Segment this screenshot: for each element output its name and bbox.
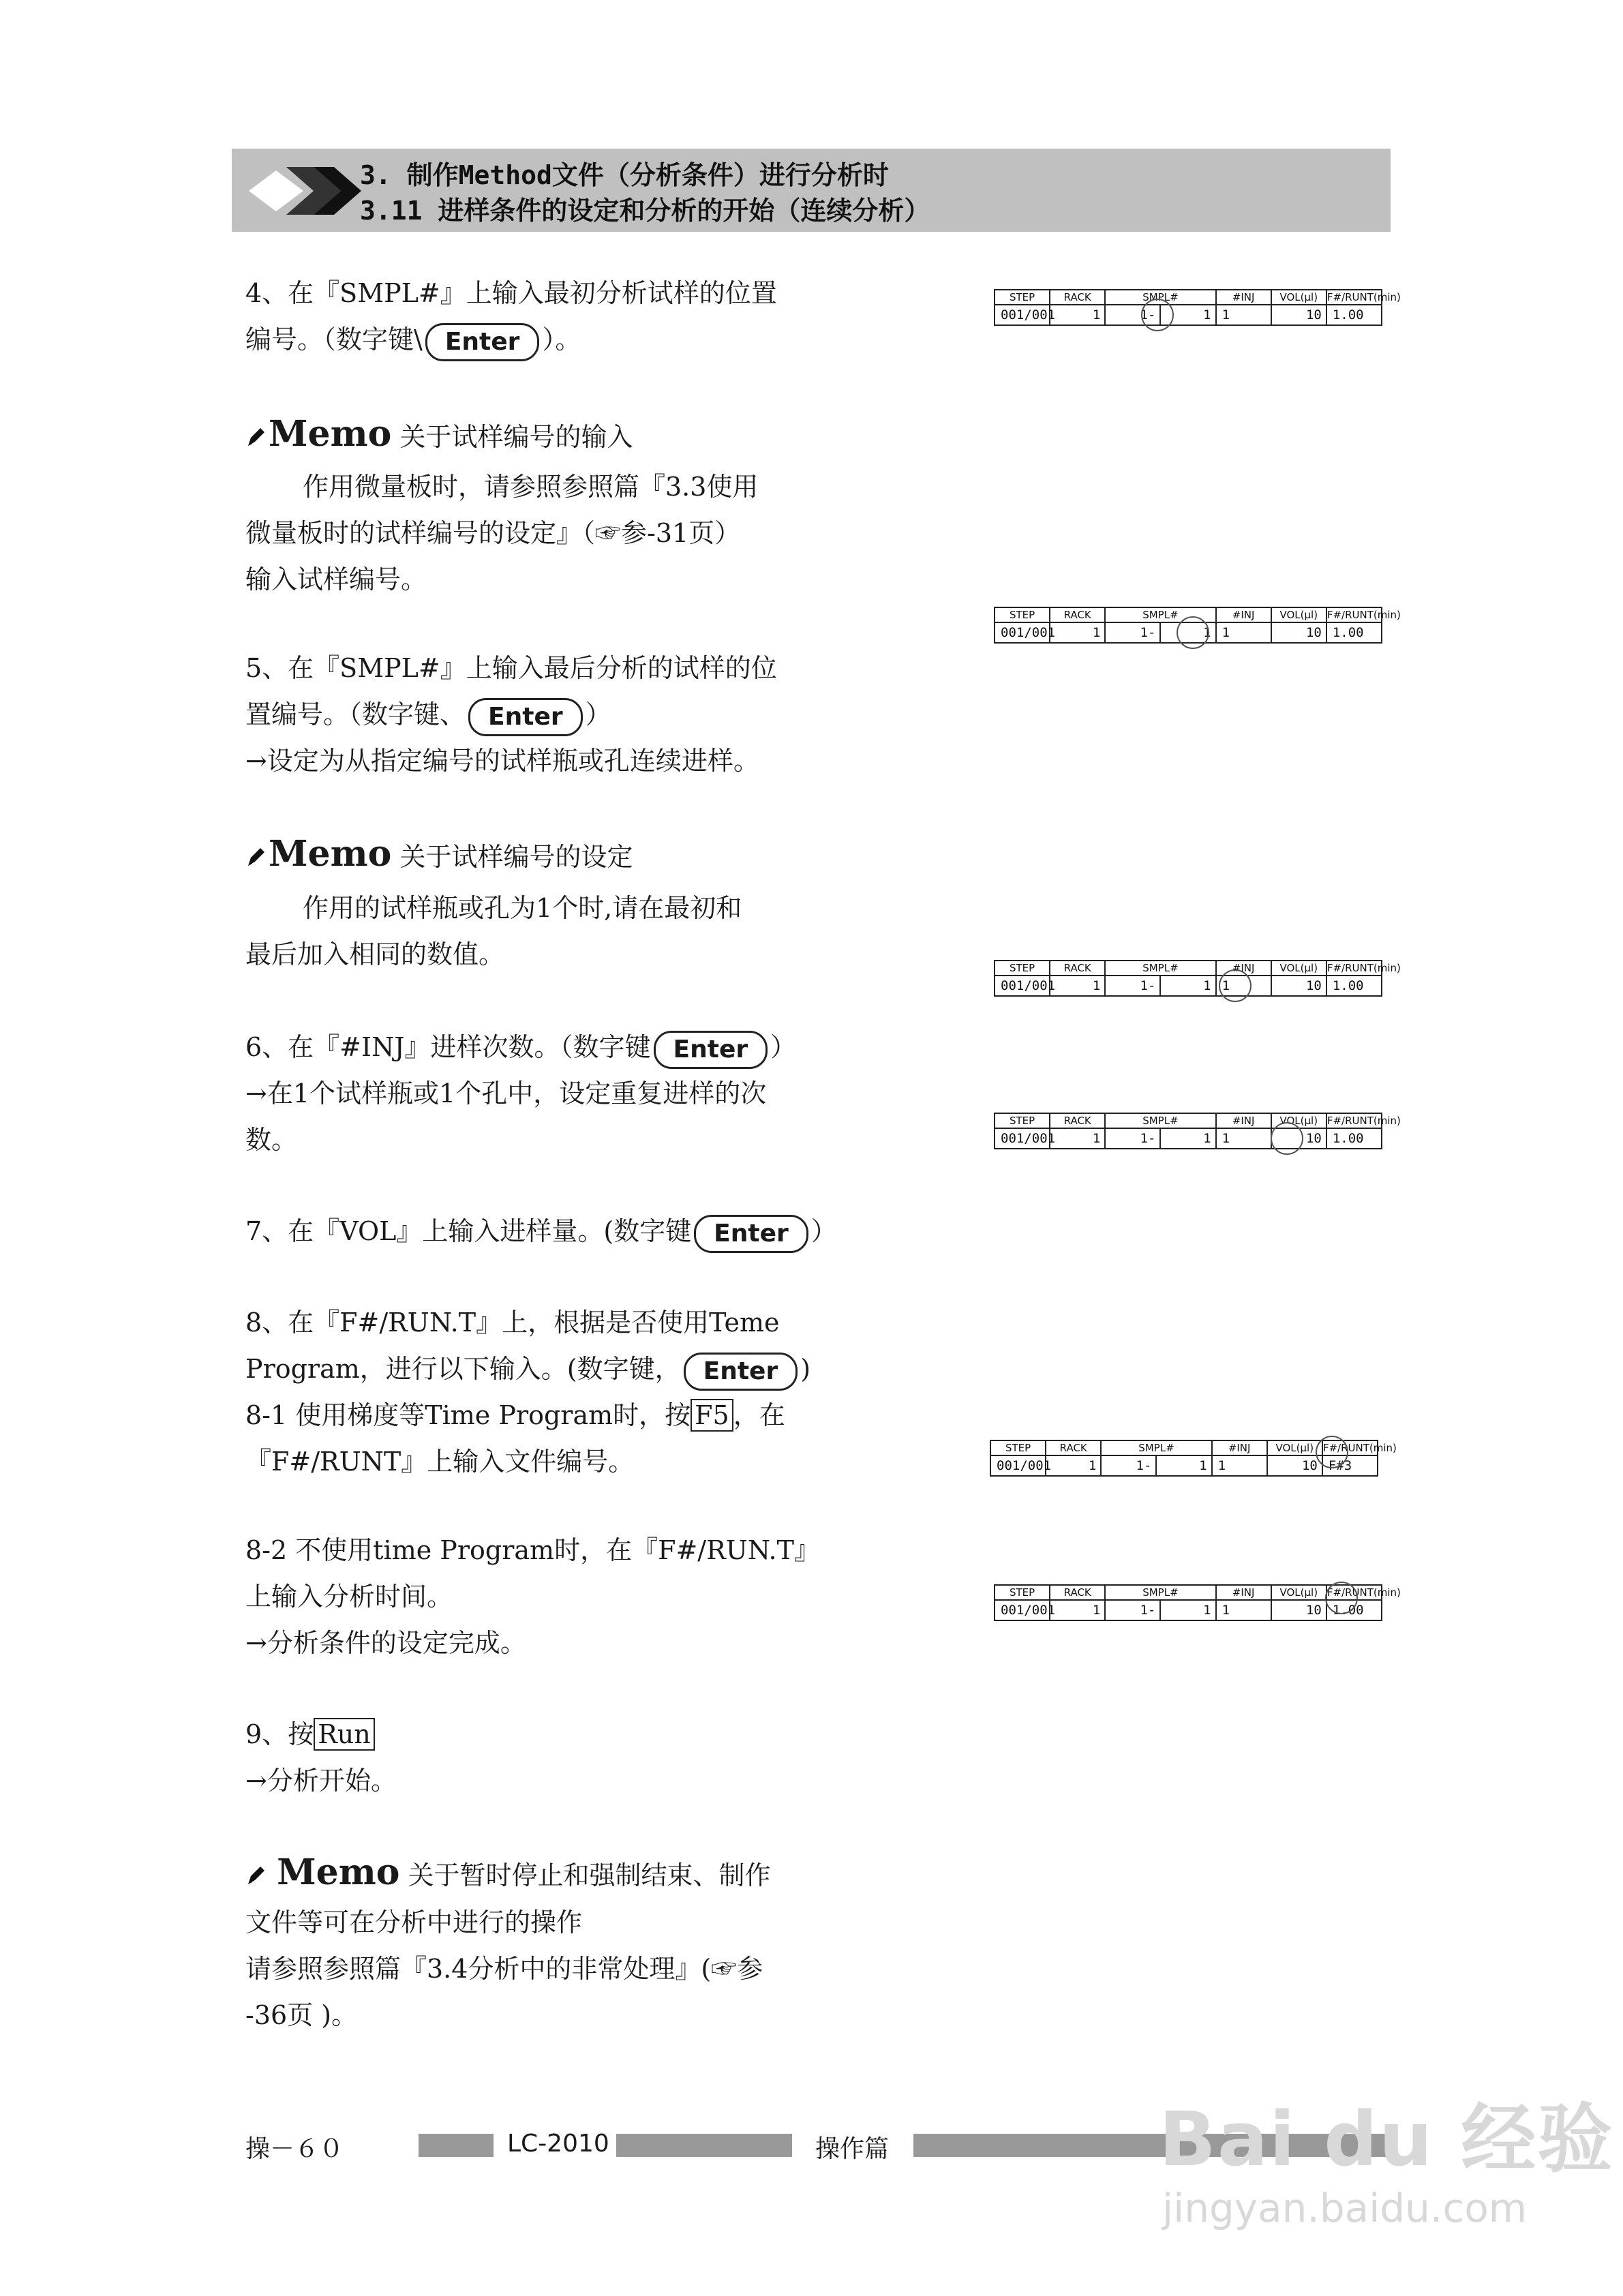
f5-key: F5	[691, 1399, 733, 1432]
enter-key: Enter	[425, 323, 540, 361]
footer-bar	[616, 2134, 792, 2157]
subsection-title: 3.11 进样条件的设定和分析的开始（连续分析）	[360, 196, 930, 226]
highlight-circle	[1219, 969, 1252, 1002]
step-4	[245, 270, 818, 363]
step-4-line-1: 4、在『SMPL#』上输入最初分析试样的位置	[245, 278, 777, 308]
footer-section: 操作篇	[815, 2135, 890, 2163]
step-5: 5、在『SMPL#』上输入最后分析的试样的位 置编号。（数字键、 Enter ） →设定为从指定编号的试样瓶或孔连续进样。	[245, 653, 777, 776]
step-4-line-2: 编号。（数字键\ Enter ）。	[245, 316, 818, 363]
pencil-icon	[245, 1864, 266, 1887]
footer-bar	[419, 2134, 494, 2157]
memo-2-heading: Memo 关于试样编号的设定	[245, 833, 633, 875]
pencil-icon	[245, 425, 266, 449]
section-title: 3. 制作Method文件（分析条件）进行分析时	[360, 160, 889, 190]
step-6: 6、在『#INJ』进样次数。（数字键 Enter ） →在1个试样瓶或1个孔中，设定重复进样的次 数。	[245, 1024, 818, 1163]
pencil-icon	[245, 845, 266, 868]
display-panel-5: STEP RACK SMPL# #INJ VOL(µl) F#/RUNT(min) 001/001 1 1- 1 1 10 F#3	[990, 1440, 1378, 1475]
enter-key: Enter	[468, 698, 583, 736]
highlight-circle	[1271, 1122, 1303, 1155]
page-number: 操－６０	[245, 2135, 344, 2163]
watermark-url: jingyan.baidu.com	[1162, 2185, 1528, 2231]
display-panel-4: STEP RACK SMPL# #INJ VOL(µl) F#/RUNT(min) 001/001 1 1- 1 1 10 1.00	[994, 1113, 1382, 1148]
memo-3-heading: Memo 关于暂时停止和强制结束、制作	[245, 1852, 771, 1893]
step-9: 9、按 Run →分析开始。	[245, 1719, 397, 1796]
memo-2-body: 作用的试样瓶或孔为1个时,请在最初和 最后加入相同的数值。	[245, 893, 742, 969]
step-7: 7、在『VOL』上输入进样量。(数字键 Enter ）	[245, 1208, 818, 1254]
display-panel-6: STEP RACK SMPL# #INJ VOL(µl) F#/RUNT(min) 001/001 1 1- 1 1 10 1.00	[994, 1584, 1382, 1620]
memo-1-heading: Memo 关于试样编号的输入	[245, 413, 633, 455]
highlight-circle	[1316, 1436, 1348, 1468]
memo-1-body: 作用微量板时，请参照参照篇『3.3使用 微量板时的试样编号的设定』（☞参-31页） 输入试样编号。	[245, 472, 759, 594]
display-panel-2: STEP RACK SMPL# #INJ VOL(µl) F#/RUNT(min) 001/001 1 1- 1 1 10 1.00	[994, 607, 1382, 642]
highlight-circle	[1325, 1582, 1358, 1614]
watermark-brand: Bai du 经验	[1159, 2096, 1614, 2183]
enter-key: Enter	[694, 1215, 808, 1253]
highlight-circle	[1141, 299, 1174, 331]
enter-key: Enter	[654, 1031, 768, 1069]
run-key: Run	[314, 1718, 375, 1751]
footer-model: LC-2010	[507, 2130, 609, 2158]
step-8-2: 8-2 不使用time Program时，在『F#/RUN.T』 上输入分析时间。 →分析条件的设定完成。	[245, 1535, 820, 1658]
memo-3-body: 文件等可在分析中进行的操作 请参照参照篇『3.4分析中的非常处理』(☞参 -36页 )。	[245, 1907, 763, 2030]
display-panel-1: STEP RACK SMPL# #INJ VOL(µl) F#/RUNT(min) 001/001 1 1- 1 1 10 1.00	[994, 289, 1382, 324]
highlight-circle	[1177, 616, 1209, 649]
enter-key: Enter	[684, 1353, 798, 1391]
display-panel-3: STEP RACK SMPL# #INJ VOL(µl) F#/RUNT(min) 001/001 1 1- 1 1 10 1.00	[994, 960, 1382, 995]
step-8: 8、在『F#/RUN.T』上，根据是否使用Teme Program，进行以下输入。(数字键， Enter ) 8-1 使用梯度等Time Program时，按 F5 ，在 『F#/RUNT』上输入文件编号。	[245, 1308, 811, 1477]
